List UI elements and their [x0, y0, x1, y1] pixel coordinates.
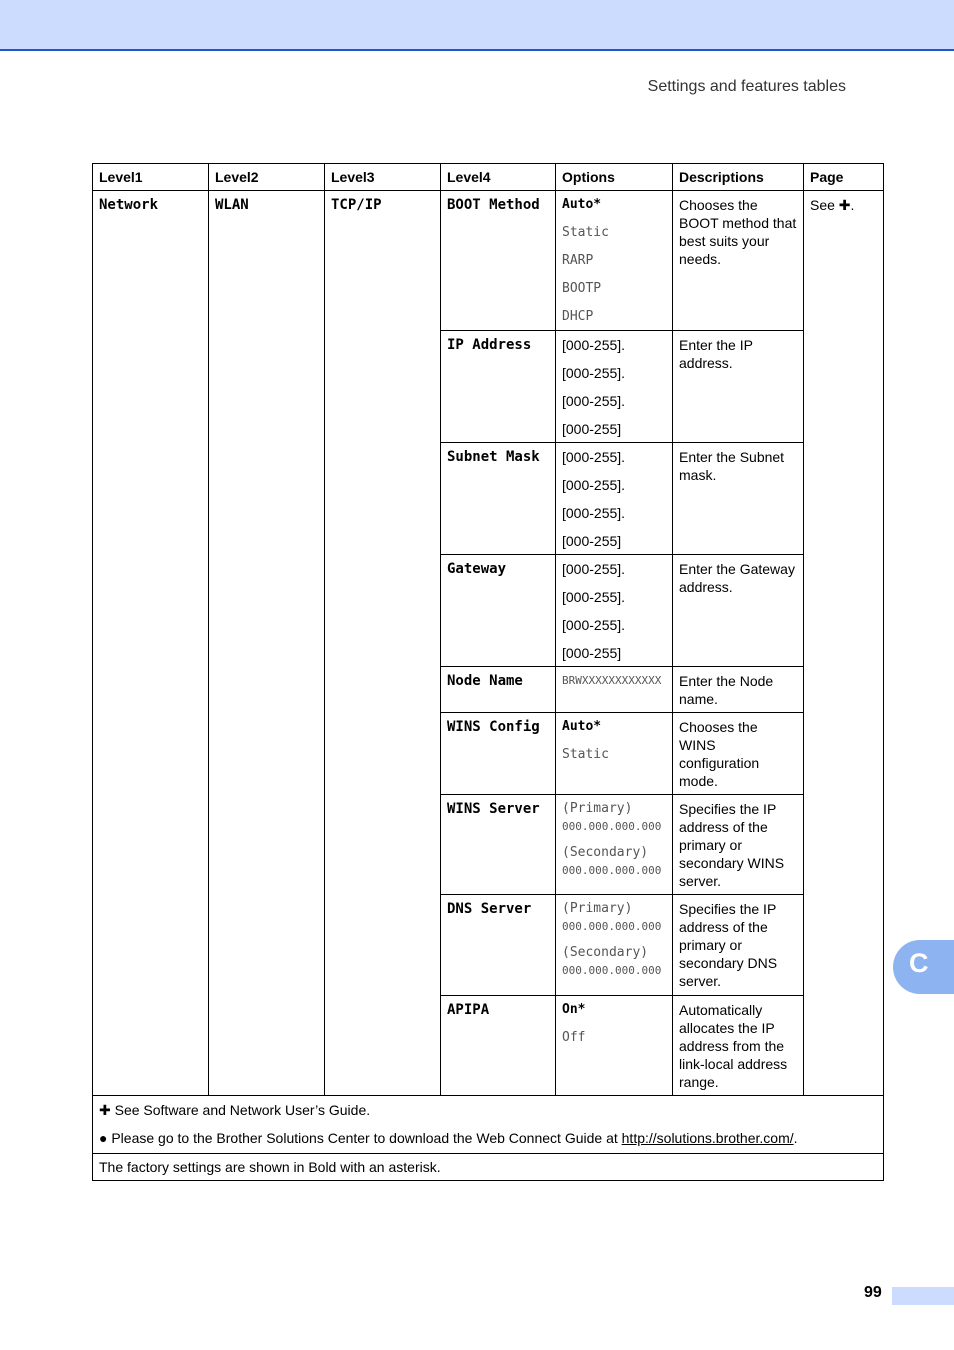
- top-band: [0, 0, 954, 51]
- header-level4: Level4: [441, 164, 556, 191]
- option-value: DHCP: [562, 309, 594, 324]
- option-value: [000-255]: [562, 421, 622, 437]
- footnote-web-connect-text: ● Please go to the Brother Solutions Center to download the Web Connect Guide at: [99, 1130, 622, 1146]
- description-cell: Enter the Gateway address.: [673, 555, 804, 667]
- level4-cell: IP Address: [441, 331, 556, 443]
- option-value: [000-255].: [562, 477, 626, 493]
- option-value: [000-255].: [562, 449, 626, 465]
- page-number: 99: [864, 1284, 882, 1301]
- option-value: 000.000.000.000: [562, 964, 662, 977]
- level4-cell: Node Name: [441, 667, 556, 713]
- header-page: Page: [804, 164, 884, 191]
- option-value: BRWXXXXXXXXXXXX: [562, 674, 662, 687]
- option-value: [000-255].: [562, 337, 626, 353]
- description-cell: Specifies the IP address of the primary or secondary DNS server.: [673, 895, 804, 996]
- header-descriptions: Descriptions: [673, 164, 804, 191]
- options-cell: [556, 555, 673, 667]
- footnote-web-connect: [99, 1129, 877, 1153]
- description-cell: Enter the IP address.: [673, 331, 804, 443]
- level4-cell: APIPA: [441, 996, 556, 1096]
- options-cell: [556, 191, 673, 331]
- option-value: [000-255].: [562, 561, 626, 577]
- options-cell: [556, 895, 673, 996]
- description-cell: Specifies the IP address of the primary or secondary WINS server.: [673, 795, 804, 895]
- option-value: On*: [562, 1002, 586, 1017]
- option-value: 000.000.000.000: [562, 820, 662, 833]
- description-cell: Chooses the BOOT method that best suits your needs.: [673, 191, 804, 331]
- option-value: [000-255]: [562, 645, 622, 661]
- option-value: (Secondary): [562, 845, 649, 860]
- options-cell: [556, 996, 673, 1096]
- option-value: 000.000.000.000: [562, 920, 662, 933]
- options-cell: [556, 795, 673, 895]
- option-value: Static: [562, 747, 609, 762]
- header-row: [93, 164, 884, 191]
- option-value: (Primary): [562, 801, 633, 816]
- option-value: [000-255].: [562, 589, 626, 605]
- header-level2: Level2: [209, 164, 325, 191]
- factory-note: The factory settings are shown in Bold with an asterisk.: [93, 1154, 884, 1181]
- footnote-guide: ✚ See Software and Network User’s Guide.: [99, 1102, 371, 1118]
- options-cell: [556, 713, 673, 795]
- appendix-tab: [893, 940, 954, 994]
- option-value: (Primary): [562, 901, 633, 916]
- description-cell: Chooses the WINS configuration mode.: [673, 713, 804, 795]
- option-value: [000-255].: [562, 505, 626, 521]
- factory-row: [93, 1154, 884, 1181]
- options-cell: [556, 443, 673, 555]
- description-cell: Enter the Subnet mask.: [673, 443, 804, 555]
- option-value: [000-255].: [562, 365, 626, 381]
- options-cell: [556, 667, 673, 713]
- header-level1: Level1: [93, 164, 209, 191]
- option-value: Auto*: [562, 719, 602, 734]
- table-row: [93, 191, 884, 331]
- options-cell: [556, 331, 673, 443]
- solutions-center-link[interactable]: http://solutions.brother.com/: [621, 1130, 794, 1146]
- level4-cell: Subnet Mask: [441, 443, 556, 555]
- appendix-tab-letter: C: [909, 948, 929, 978]
- level4-cell: WINS Config: [441, 713, 556, 795]
- page-cell: See ✚.: [804, 191, 884, 1096]
- footnote-period: .: [793, 1130, 798, 1146]
- option-value: BOOTP: [562, 281, 602, 296]
- option-value: [000-255].: [562, 393, 626, 409]
- section-title: Settings and features tables: [647, 78, 846, 95]
- level4-cell: WINS Server: [441, 795, 556, 895]
- option-value: Auto*: [562, 197, 602, 212]
- option-value: 000.000.000.000: [562, 864, 662, 877]
- option-value: [000-255]: [562, 533, 622, 549]
- option-value: RARP: [562, 253, 594, 268]
- footnote-row: [93, 1096, 884, 1154]
- level2-cell: WLAN: [209, 191, 325, 1096]
- level3-cell: TCP/IP: [325, 191, 441, 1096]
- description-cell: Enter the Node name.: [673, 667, 804, 713]
- header-options: Options: [556, 164, 673, 191]
- header-level3: Level3: [325, 164, 441, 191]
- footnote-cell: [93, 1096, 884, 1154]
- option-value: Off: [562, 1030, 586, 1045]
- level1-cell: Network: [93, 191, 209, 1096]
- option-value: Static: [562, 225, 609, 240]
- page-number-bar: [892, 1287, 954, 1305]
- description-cell: Automatically allocates the IP address from the link-local address range.: [673, 996, 804, 1096]
- level4-cell: Gateway: [441, 555, 556, 667]
- option-value: (Secondary): [562, 945, 649, 960]
- level4-cell: BOOT Method: [441, 191, 556, 331]
- level4-cell: DNS Server: [441, 895, 556, 996]
- option-value: [000-255].: [562, 617, 626, 633]
- settings-table: [92, 163, 884, 1181]
